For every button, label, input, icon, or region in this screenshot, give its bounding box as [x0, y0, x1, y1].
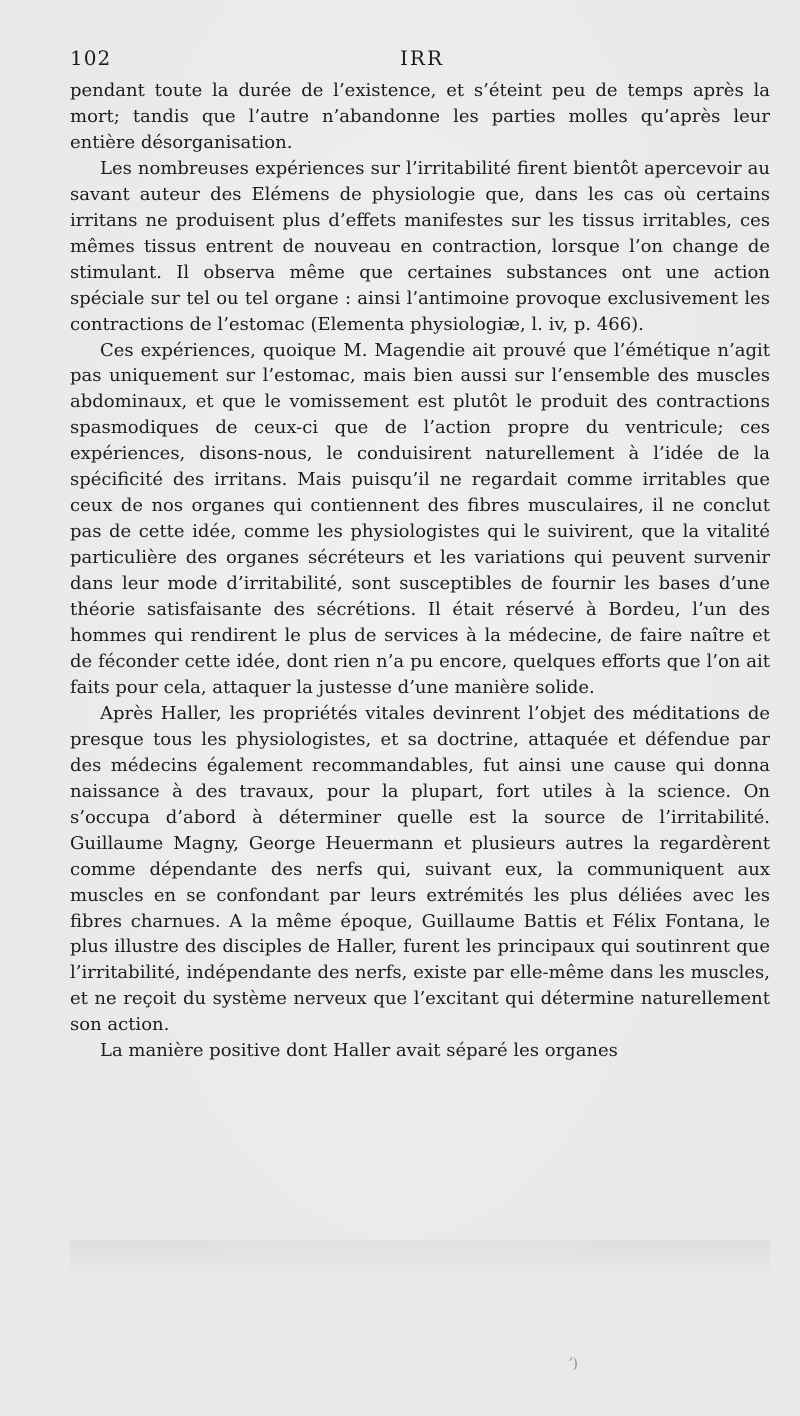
- show-through-shadow: [70, 1240, 770, 1280]
- paragraph-last-line: La manière positive dont Haller avait séparé les organes: [100, 1040, 618, 1062]
- paragraph-experiences: Les nombreuses expériences sur l’irritabilité firent bientôt apercevoir au savant auteur des Elémens de physiologie que, dans les cas où certains irritans ne produisent plus d’effets manifestes sur les tissus irritables, ces mêmes tissus entrent de nouveau en contraction, lorsque l’on change de stimulant. Il observa même que certaines substances ont une action spéciale sur tel ou tel organe : ainsi l’antimoine provoque exclusivement les contractions de l’estomac (Elementa physiologiæ, l. iv, p. 466).: [70, 157, 770, 335]
- page-number: 102: [70, 46, 112, 70]
- paragraph-after-haller: Après Haller, les propriétés vitales devinrent l’objet des méditations de presque tous les physiologistes, et sa doctrine, attaquée et défendue par des médecins également recommandables, fut ainsi une cause qui donna naissance à des travaux, pour la plupart, fort utiles à la science. On s’occupa d’abord à déterminer quelle est la source de l’irritabilité. Guillaume Magny, George Heuermann et plusieurs autres la regardèrent comme dépendante des nerfs qui, suivant eux, la communiquent aux muscles en se confondant par leurs extrémités les plus déliées avec les fibres charnues. A la même époque, Guillaume Battis et Félix Fontana, le plus illustre des disciples de Haller, furent les principaux qui soutinrent que l’irritabilité, indépendante des nerfs, existe par elle-même dans les muscles, et ne reçoit du système nerveux que l’excitant qui détermine naturellement son action.: [70, 702, 770, 1036]
- page-header: [70, 46, 774, 74]
- body-text: [70, 78, 770, 1064]
- running-head: IRR: [399, 46, 445, 70]
- paragraph-continuation: pendant toute la durée de l’existence, et s’éteint peu de temps après la mort; tandis que l’autre n’abandonne les parties molles qu’après leur entière désorganisation.: [70, 80, 770, 153]
- paper-mark: ʼ): [568, 1356, 578, 1372]
- paragraph-magendie: Ces expériences, quoique M. Magendie ait prouvé que l’émétique n’agit pas uniquement sur l’estomac, mais bien aussi sur l’ensemble des muscles abdominaux, et que le vomissement est plutôt le produit des contractions spasmodiques de ceux-ci que de l’action propre du ventricule; ces expériences, disons-nous, le conduisirent naturellement à l’idée de la spécificité des irritans. Mais puisqu’il ne regardait comme irritables que ceux de nos organes qui contiennent des fibres musculaires, il ne conclut pas de cette idée, comme les physiologistes qui le suivirent, que la vitalité particulière des organes sécréteurs et les variations qui peuvent survenir dans leur mode d’irritabilité, sont susceptibles de fournir les bases d’une théorie satisfaisante des sécrétions. Il était réservé à Bordeu, l’un des hommes qui rendirent le plus de services à la médecine, de faire naître et de féconder cette idée, dont rien n’a pu encore, quelques efforts que l’on ait faits pour cela, attaquer la justesse d’une manière solide.: [70, 339, 770, 698]
